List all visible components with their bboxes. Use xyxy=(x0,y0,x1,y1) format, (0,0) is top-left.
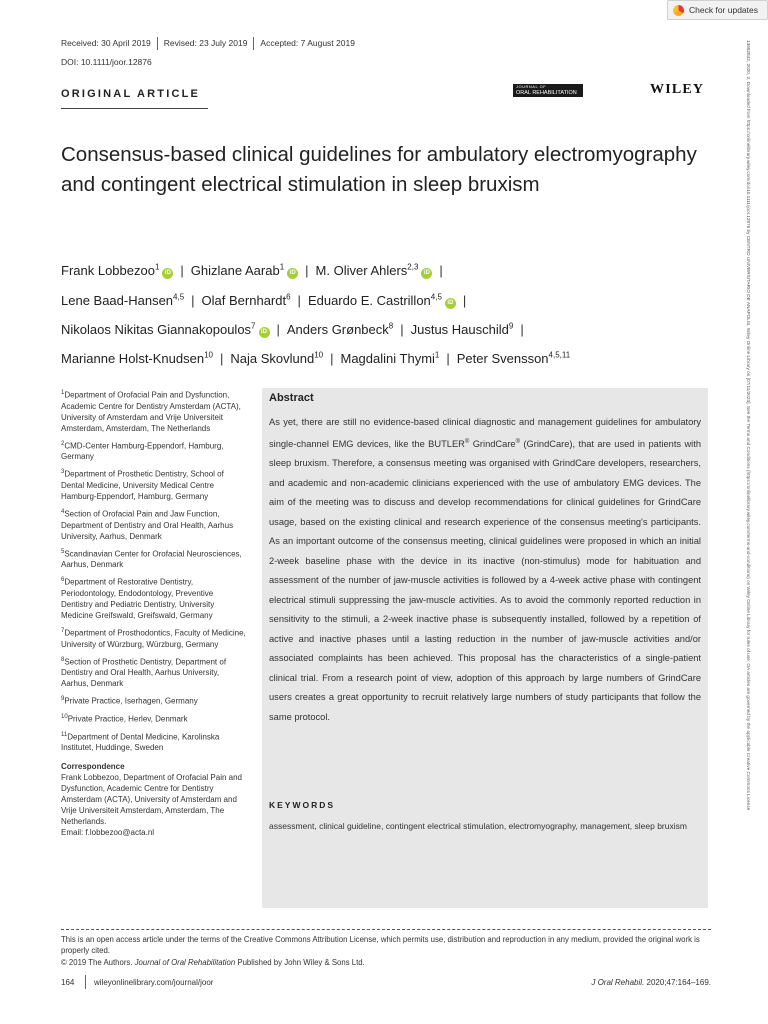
accepted-date: Accepted: 7 August 2019 xyxy=(260,37,355,48)
orcid-icon[interactable]: iD xyxy=(162,268,173,279)
page-number: 164 xyxy=(61,978,75,987)
affiliations xyxy=(61,388,246,838)
orcid-icon[interactable]: iD xyxy=(287,268,298,279)
download-side-text: 13652842, 2020, 2, Downloaded from https://onlinelibrary.wiley.com/doi/10.1111/joor.12876 by CENTRO UNIVERSITARIO DE ANAPOLIS, Wiley Online Library on [07/11/2023]. See the Terms and Conditions (https://onlinelibrary.wiley.com/terms-and-conditions) on Wiley Online Library for rules of use; OA articles are governed by the applicable Creative Commons License xyxy=(746,40,751,811)
affiliation-item: $^1$Department of Orofacial Pain and Dysfunction, Academic Centre for Dentistry Amsterdam (ACTA), University of Amsterdam and Vrije Universiteit Amsterdam, Amsterdam, The Netherlands xyxy=(61,390,241,433)
keywords-text: assessment, clinical guideline, contingent electrical stimulation, electromyography, management, sleep bruxism xyxy=(269,821,687,831)
affiliation-item: $^3$Department of Prosthetic Dentistry, School of Dental Medicine, University Medical Centre Hamburg-Eppendorf, Hamburg, Germany xyxy=(61,469,224,501)
license-text: This is an open access article under the terms of the Creative Commons Attribution License, which permits use, distribution and reproduction in any medium, provided the original work is properly cited. xyxy=(61,935,700,955)
affiliation-item: $^9$Private Practice, Iserhagen, Germany xyxy=(61,696,198,706)
received-date: Received: 30 April 2019 xyxy=(61,37,151,48)
author-separator: | xyxy=(276,321,280,337)
article-type-underline xyxy=(61,108,208,109)
divider xyxy=(253,37,254,50)
author-separator: | xyxy=(180,263,184,279)
journal-url[interactable]: wileyonlinelibrary.com/journal/joor xyxy=(94,978,214,987)
author-separator: | xyxy=(297,292,301,308)
revised-date: Revised: 23 July 2019 xyxy=(163,37,248,48)
received-revised-accepted xyxy=(61,37,355,50)
affiliation-item: $^7$Department of Prosthodontics, Faculty of Medicine, University of Würzburg, Würzburg, Germany xyxy=(61,627,246,649)
author-separator: | xyxy=(400,321,404,337)
author-name[interactable]: Olaf Bernhardt$^6$ xyxy=(201,292,291,308)
download-side-note xyxy=(741,40,755,1015)
divider xyxy=(85,975,86,989)
author-separator: | xyxy=(219,351,224,367)
article-title: Consensus-based clinical guidelines for ambulatory electromyography and contingent electrical stimulation in sleep bruxism xyxy=(61,143,697,196)
crossmark-icon xyxy=(673,5,684,16)
journal-logo-small: JOURNAL OF xyxy=(516,84,547,89)
author-name[interactable]: Lene Baad-Hansen$^{4,5}$ xyxy=(61,292,185,308)
author-name[interactable]: Eduardo E. Castrillon$^{4,5}$iD xyxy=(308,293,456,308)
author-list xyxy=(61,255,711,372)
author-separator: | xyxy=(520,321,524,337)
correspondence-email[interactable]: Email: f.lobbezoo@acta.nl xyxy=(61,828,155,838)
author-name[interactable]: Ghizlane Aarab$^1$iD xyxy=(191,263,298,278)
author-separator: | xyxy=(191,292,195,308)
abstract-heading: Abstract xyxy=(269,392,314,404)
orcid-icon[interactable]: iD xyxy=(445,298,456,309)
article-type: ORIGINAL ARTICLE xyxy=(61,88,201,100)
abstract-text: As yet, there are still no evidence-based clinical diagnostic and management guidelines for ambulatory single-channel EMG devices, like the BUTLER® GrindCare® (GrindCare), that are used in patients with sleep bruxism. Therefore, a consensus meeting was organised with GrindCare developers, researchers, and academic and non-academic clinicians experienced with the use of ambulatory EMG devices. The aim of the meeting was to discuss and develop recommendations for clinical guidelines for GrindCare usage, based on the existing clinical and research experience of the consensus meeting's participants. As an important outcome of the consensus meeting, clinical guidelines were proposed in which an initial 2-week baseline phase with the device in its inactive (non-stimulus) mode for habituation and assessment of the number of jaw-muscle activities is followed by a 4-week active phase with contingent electrical stimuli suppressing the jaw-muscle activities. As to avoid the commonly reported reduction in sensitivity to the stimuli, a 2-week inactive phase is subsequently installed, followed by a repetition of active and inactive phases until a lasting reduction in the number of jaw-muscle activities and/or associated complaints has been achieved. This proposal has the characteristics of a single-patient clinical trial. From a research point of view, adoption of this approach by large numbers of GrindCare users creates a great opportunity to recruit relatively large numbers of study participants that follow the same protocol. xyxy=(269,417,702,722)
author-name[interactable]: Naja Skovlund$^{10}$ xyxy=(230,350,324,367)
publisher-logo: WILEY xyxy=(650,82,705,97)
author-name[interactable]: Marianne Holst-Knudsen$^{10}$ xyxy=(61,350,213,367)
journal-logo xyxy=(513,84,583,97)
author-separator: | xyxy=(330,351,334,367)
affiliation-item: $^2$CMD-Center Hamburg-Eppendorf, Hamburg, Germany xyxy=(61,440,224,462)
abstract-box xyxy=(262,388,708,908)
author-separator: | xyxy=(305,263,309,279)
author-name[interactable]: Anders Grønbeck$^8$ xyxy=(286,321,394,337)
affiliation-item: $^5$Scandinavian Center for Orofacial Neurosciences, Aarhus, Denmark xyxy=(61,548,242,570)
author-separator: | xyxy=(446,351,450,367)
affiliation-item: $^4$Section of Orofacial Pain and Jaw Function, Department of Dentistry and Oral Health, Aarhus University, Aarhus, Denmark xyxy=(61,508,234,541)
journal-logo-text: ORAL REHABILITATION xyxy=(516,90,577,96)
correspondence-heading: Correspondence xyxy=(61,762,125,772)
author-name[interactable]: Frank Lobbezoo$^1$iD xyxy=(61,263,173,278)
author-name[interactable]: M. Oliver Ahlers$^{2,3}$iD xyxy=(316,263,433,278)
author-name[interactable]: Magdalini Thymi$^1$ xyxy=(340,350,440,367)
author-name[interactable]: Peter Svensson$^{4,5,11}$ xyxy=(456,350,571,367)
affiliation-item: $^{11}$Department of Dental Medicine, Karolinska Institutet, Huddinge, Sweden xyxy=(61,731,220,753)
author-name[interactable]: Justus Hauschild$^9$ xyxy=(410,321,514,337)
affiliation-item: $^8$Section of Prosthetic Dentistry, Department of Dentistry and Oral Health, Aarhus University, Aarhus, Denmark xyxy=(61,656,227,689)
citation: J Oral Rehabil. 2020;47:164–169. xyxy=(591,978,711,987)
keywords-heading: KEYWORDS xyxy=(269,800,336,810)
orcid-icon[interactable]: iD xyxy=(259,327,270,338)
affiliation-item: $^6$Department of Restorative Dentistry, Periodontology, Endodontology, Preventive Dentistry and Pediatric Dentistry, University Medicine Greifswald, Greifswald, Germany xyxy=(61,577,215,620)
divider xyxy=(157,37,158,50)
copyright: © 2019 The Authors. Journal of Oral Rehabilitation Published by John Wiley & Sons Ltd. xyxy=(61,958,365,967)
check-for-updates-label: Check for updates xyxy=(689,5,758,15)
correspondence-text: Frank Lobbezoo, Department of Orofacial Pain and Dysfunction, Academic Centre for Dentistry Amsterdam (ACTA), University of Amsterdam and Vrije Universiteit Amsterdam, Amsterdam, The Netherlands. xyxy=(61,773,242,827)
orcid-icon[interactable]: iD xyxy=(421,268,432,279)
license-divider xyxy=(61,929,711,930)
author-name[interactable]: Nikolaos Nikitas Giannakopoulos$^7$iD xyxy=(61,322,270,337)
affiliation-item: $^{10}$Private Practice, Herlev, Denmark xyxy=(61,713,188,724)
author-separator: | xyxy=(462,292,467,308)
author-separator: | xyxy=(439,263,443,279)
doi[interactable]: DOI: 10.1111/joor.12876 xyxy=(61,57,152,67)
check-for-updates-button[interactable] xyxy=(667,0,768,20)
